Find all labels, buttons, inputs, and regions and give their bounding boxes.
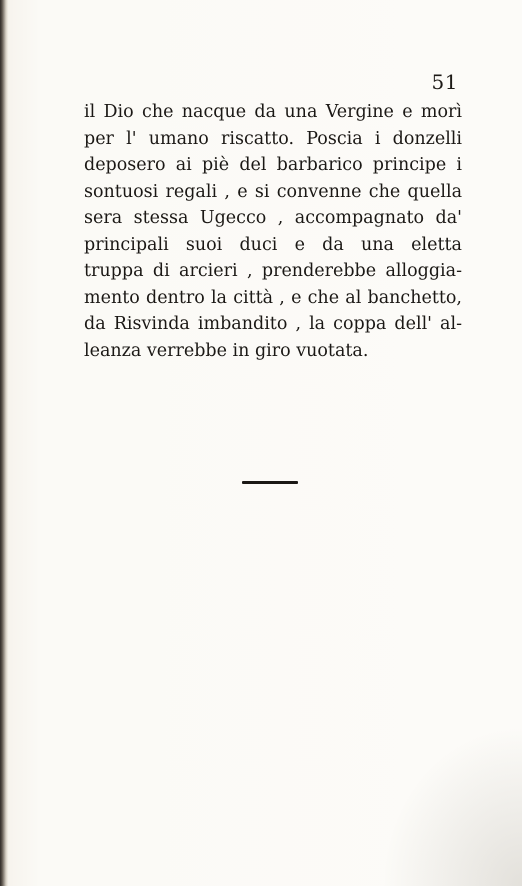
- paper-stain: [382, 726, 522, 886]
- text-line: da Risvinda imbandito , la coppa dell' al-: [84, 314, 462, 334]
- body-text: [84, 99, 462, 364]
- text-line: principali suoi duci e da una eletta: [84, 234, 462, 255]
- text-line: deposero ai piè del barbarico principe i: [84, 155, 462, 175]
- text-line: truppa di arcieri , prenderebbe alloggia-: [84, 261, 462, 281]
- section-divider-rule: [242, 481, 298, 484]
- text-line: per l' umano riscatto. Poscia i donzelli: [84, 128, 462, 149]
- text-line: mento dentro la città , e che al banchetto,: [84, 287, 462, 308]
- text-line: sontuosi regali , e si convenne che quella: [84, 181, 462, 202]
- binding-edge: [0, 0, 8, 886]
- text-line: il Dio che nacque da una Vergine e morì: [84, 102, 462, 122]
- text-line: leanza verrebbe in giro vuotata.: [84, 340, 369, 361]
- page-number: 51: [431, 70, 458, 94]
- text-line: sera stessa Ugecco , accompagnato da': [84, 208, 462, 228]
